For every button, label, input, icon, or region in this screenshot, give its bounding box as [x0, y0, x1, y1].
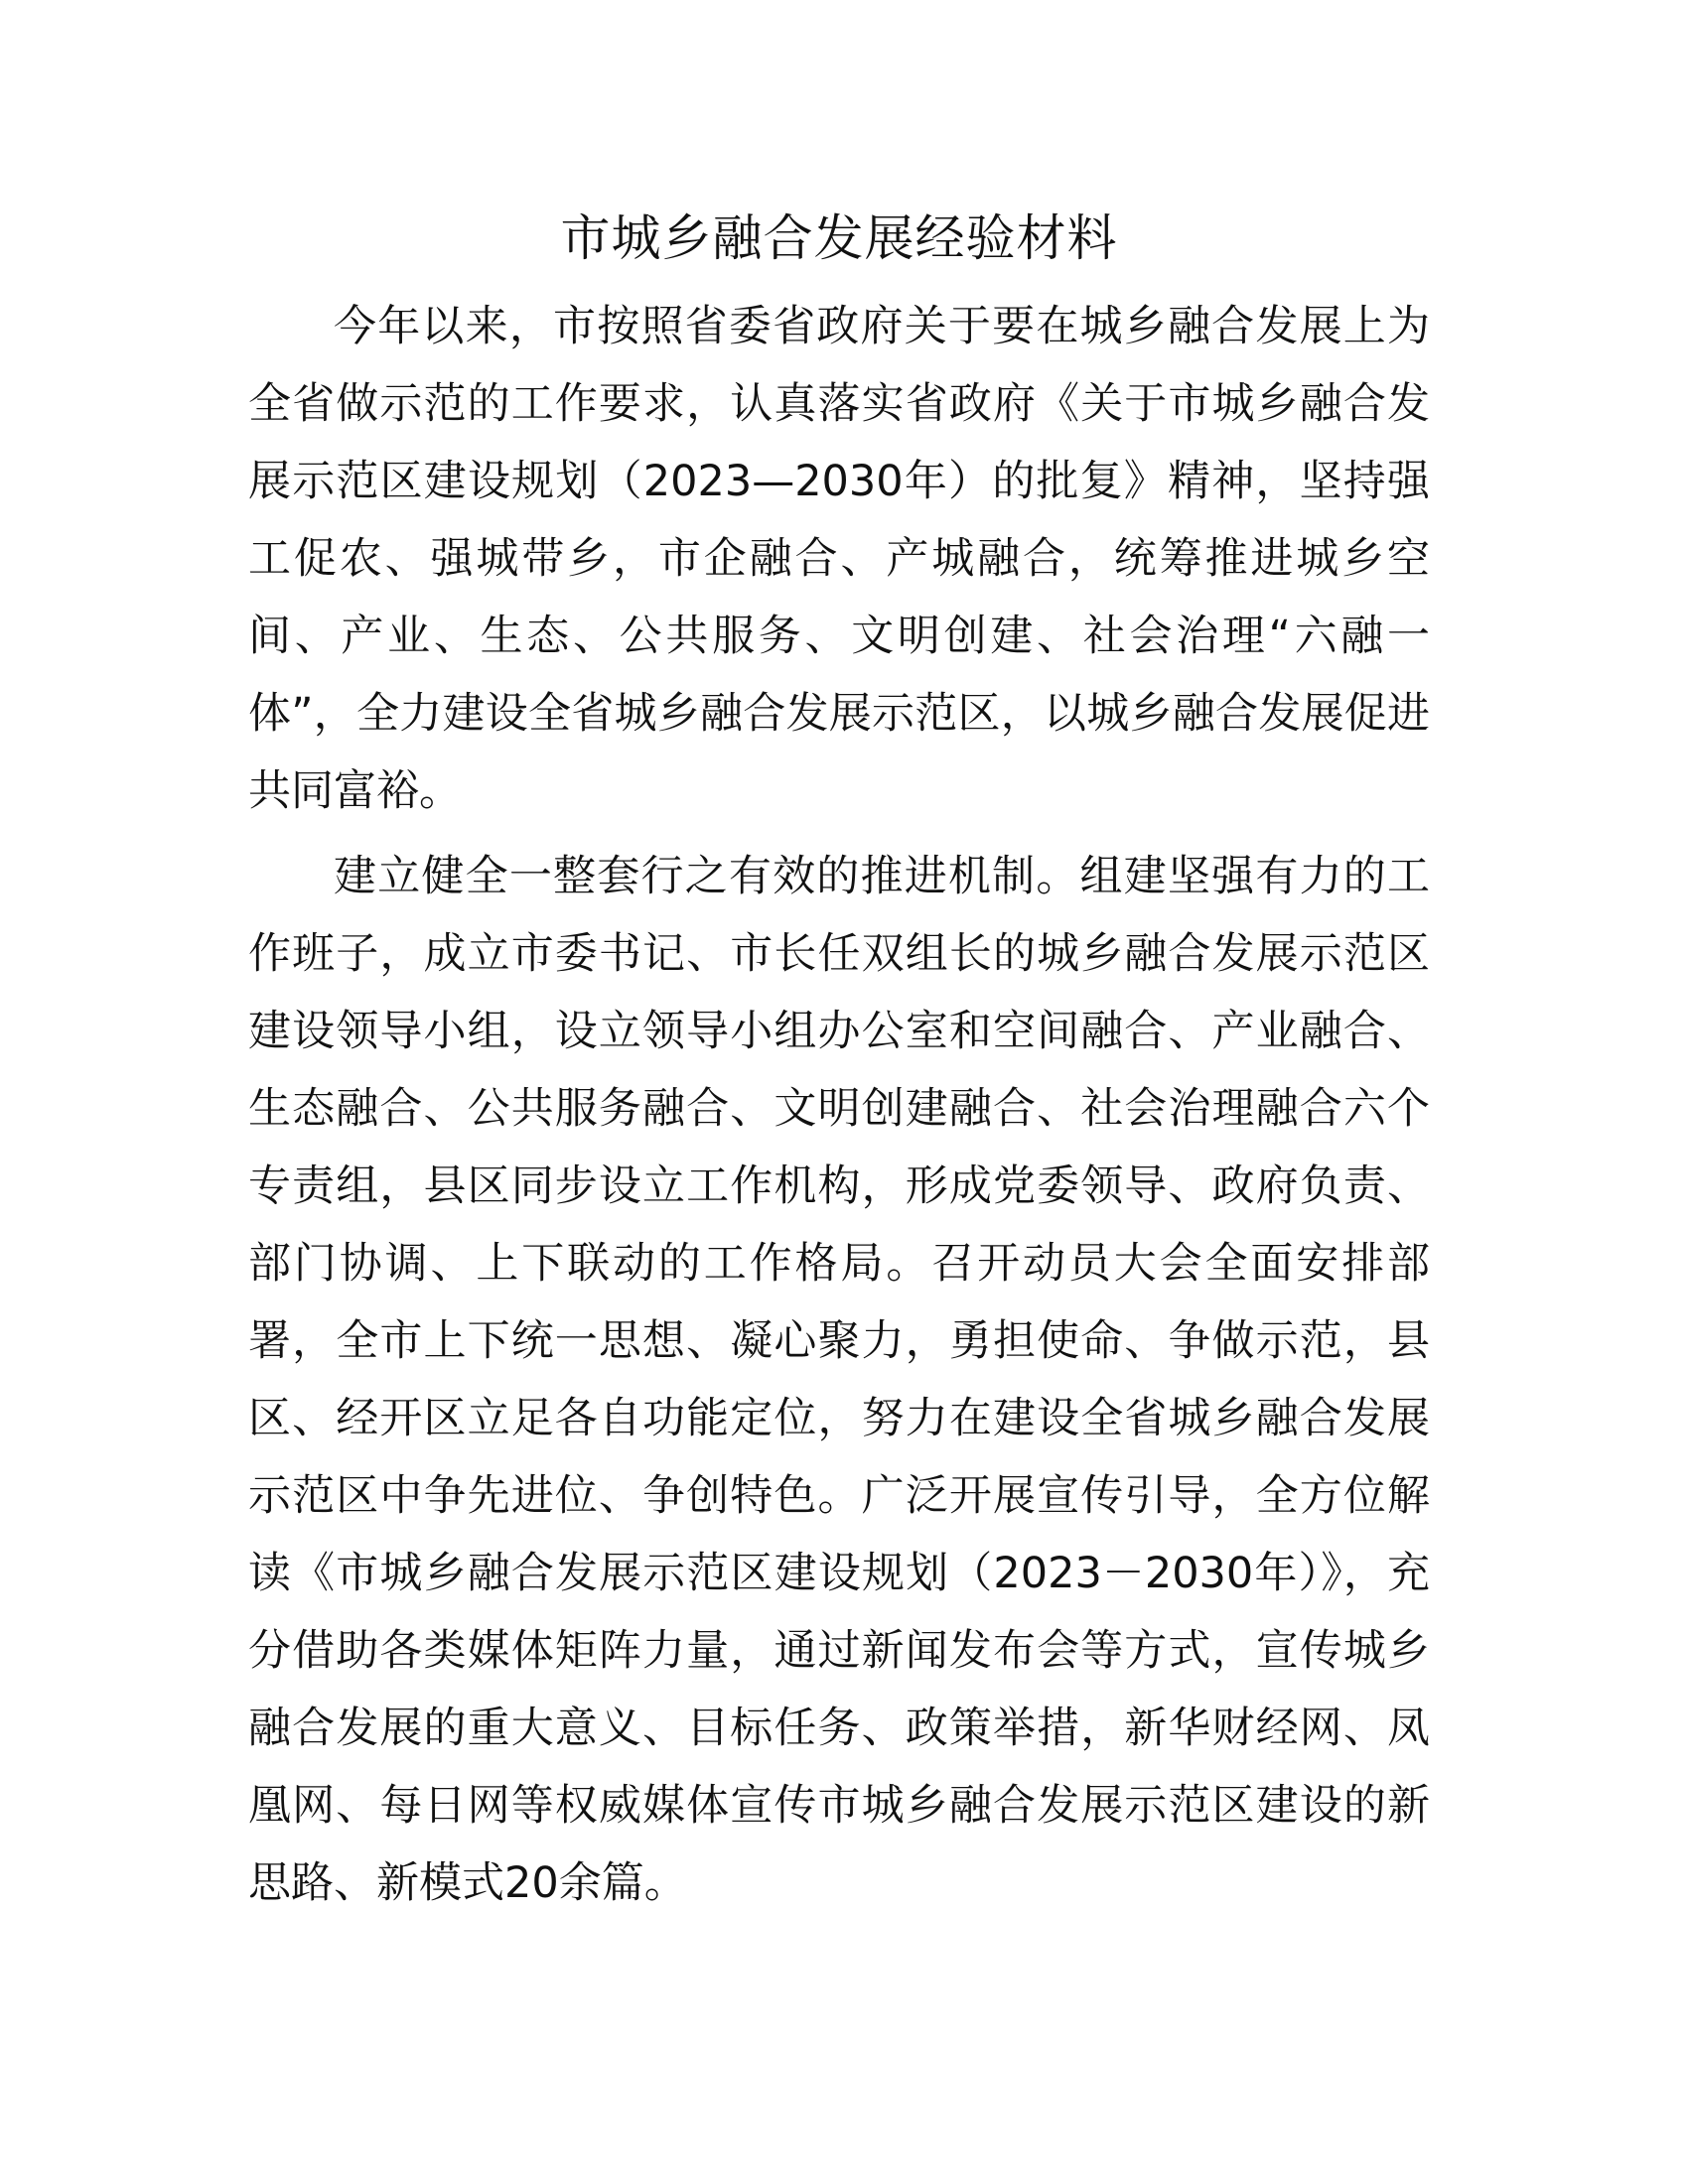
document-title: 市城乡融合发展经验材料	[560, 209, 1118, 267]
document-body	[248, 199, 1430, 1930]
paragraph-mechanism: 建立健全一整套行之有效的推进机制。组建坚强有力的工作班子，成立市委书记、市长任双组长的城乡融合发展示范区建设领导小组，设立领导小组办公室和空间融合、产业融合、生态融合、公共服务融合、文明创建融合、社会治理融合六个专责组，县区同步设立工作机构，形成党委领导、政府负责、部门协调、上下联动的工作格局。召开动员大会全面安排部署，全市上下统一思想、凝心聚力，勇担使命、争做示范，县区、经开区立足各自功能定位，努力在建设全省城乡融合发展示范区中争先进位、争创特色。广泛开展宣传引导，全方位解读《市城乡融合发展示范区建设规划（2023－2030年）》，充分借助各类媒体矩阵力量，通过新闻发布会等方式，宣传城乡融合发展的重大意义、目标任务、政策举措，新华财经网、凤凰网、每日网等权威媒体宣传市城乡融合发展示范区建设的新思路、新模式20余篇。	[248, 852, 1430, 1908]
paragraph-intro: 今年以来，市按照省委省政府关于要在城乡融合发展上为全省做示范的工作要求，认真落实省政府《关于市城乡融合发展示范区建设规划（2023—2030年）的批复》精神，坚持强工促农、强城带乡，市企融合、产城融合，统筹推进城乡空间、产业、生态、公共服务、文明创建、社会治理“六融一体”，全力建设全省城乡融合发展示范区，以城乡融合发展促进共同富裕。	[248, 302, 1430, 816]
